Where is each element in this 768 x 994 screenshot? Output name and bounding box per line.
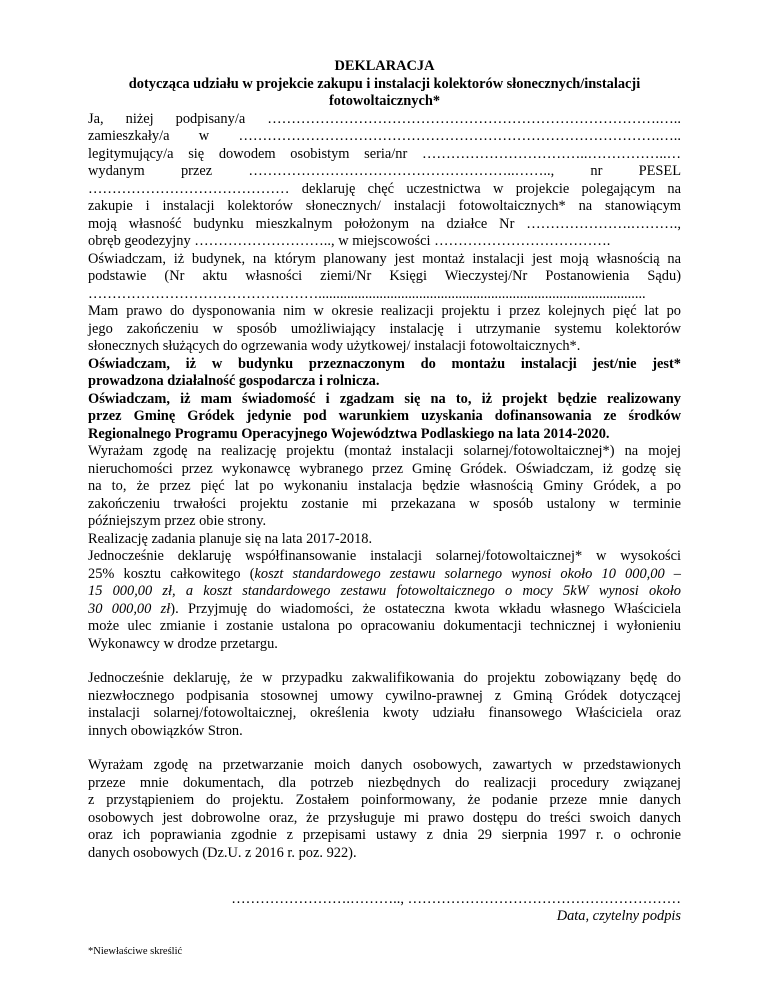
text-line: obręb geodezyjny ……………………….., w miejscowości ………………………………. [88, 233, 611, 249]
text-line: …………………………………………........................................................................................... [88, 285, 646, 302]
signature-caption: Data, czytelny podpis [556, 908, 681, 924]
text-line: zakończeniu trwałości projektu zostanie mi przekazana w sposób ustalony w terminie [88, 495, 681, 512]
text-line: Oświadczam, iż budynek, na którym planowany jest montaż instalacji jest moją własnością na [88, 250, 681, 267]
text-line: Wyrażam zgodę na realizację projektu (montaż instalacji solarnej/fotowoltaicznej*) na mojej [88, 443, 681, 459]
cost-line [88, 566, 681, 584]
paragraph-gap [88, 740, 681, 757]
text-line: słonecznych służących do ogrzewania wody użytkowej/ instalacji fotowoltaicznych*. [88, 338, 581, 354]
title-heading: DEKLARACJA [334, 58, 435, 74]
text-line: jego zakończeniu w sposób umożliwiający instalację i utrzymanie systemu kolektorów [88, 320, 681, 337]
signature-line: …………………….……….., ………………………………………………… [231, 891, 681, 907]
text-line: przeze mnie dokumentach, dla potrzeb niezbędnych do realizacji procedury związanej [88, 774, 681, 791]
document-title [88, 58, 681, 111]
declaration-document [88, 58, 681, 862]
text-line: oraz ich poprawiania zgodnie z przepisami ustawy z dnia 29 sierpnia 1997 r. o ochronie [88, 827, 681, 843]
text-line: Jednocześnie deklaruję współfinansowanie instalacji solarnej/fotowoltaicznej* w wysokości [88, 548, 681, 564]
signature-block [205, 891, 681, 925]
text-line: Realizację zadania planuje się na lata 2017-2018. [88, 530, 373, 547]
cost-line [88, 601, 681, 619]
footnote: *Niewłaściwe skreślić [88, 946, 183, 957]
text-line: nieruchomości przez wykonawcę wybranego przez Gminę Gródek. Oświadczam, iż godzę się [88, 460, 681, 477]
text-line: późniejszym przez obie strony. [88, 513, 267, 529]
cost-italic-text: 30 000,00 zł [88, 600, 171, 617]
cost-text: ). Przyjmuję do wiadomości, że ostateczna kwota wkładu własnego Właściciela [170, 600, 681, 617]
paragraph-gap [88, 653, 681, 670]
cost-text: 25% kosztu całkowitego ( [88, 565, 255, 582]
title-subtitle-line2: fotowoltaicznych* [328, 93, 441, 109]
text-line: z przystąpieniem do projektu. Zostałem poinformowany, że podanie przeze mnie danych [88, 792, 681, 808]
declaration-form-fields [88, 111, 681, 654]
text-line: zakupie i instalacji kolektorów słonecznych/ instalacji fotowoltaicznych* na stanowiącym [88, 198, 681, 214]
bold-statement-line: prowadzona działalność gospodarcza i rolnicza. [88, 373, 380, 389]
text-line: moją własność budynku mieszkalnym położonym na działce Nr ………………….………., [88, 215, 681, 232]
text-line: instalacji solarnej/fotowoltaicznej, określenia kwoty udziału finansowego Właściciela oraz [88, 705, 681, 721]
text-line: niezwłocznego podpisania stosownej umowy cywilno-prawnej z Gminą Gródek dotyczącej [88, 687, 681, 704]
text-line: osobowych jest dobrowolne oraz, że przysługuje mi prawo dostępu do treści swoich danych [88, 809, 681, 826]
bold-statement-line: Oświadczam, iż w budynku przeznaczonym do montażu instalacji jest/nie jest* [88, 355, 681, 372]
text-line: innych obowiązków Stron. [88, 722, 243, 739]
text-line: wydanym przez ………………………………………………..…….., nr PESEL [88, 163, 681, 179]
text-line: podstawie (Nr aktu własności ziemi/Nr Księgi Wieczystej/Nr Postanowienia Sądu) [88, 268, 681, 284]
title-subtitle-line1: dotycząca udziału w projekcie zakupu i instalacji kolektorów słonecznych/instalacji [128, 75, 641, 92]
bold-statement-line: przez Gminę Gródek jedynie pod warunkiem uzyskania dofinansowania ze środków [88, 408, 681, 424]
text-line: Wykonawcy w drodze przetargu. [88, 635, 278, 652]
text-line: Mam prawo do dysponowania nim w okresie realizacji projektu i przez kolejnych pięć lat po [88, 303, 681, 319]
text-line: może ulec zmianie i zostanie ustalona po opracowaniu dokumentacji technicznej i wyłonieniu [88, 618, 681, 634]
text-line: danych osobowych (Dz.U. z 2016 r. poz. 922). [88, 844, 357, 861]
text-line: Ja, niżej podpisany/a ……………………………………………………………………….….. [88, 110, 681, 127]
cost-italic-line: 15 000,00 zł, a koszt standardowego zestawu fotowoltaicznego o mocy 5kW wynosi około [88, 583, 681, 599]
text-line: Jednocześnie deklaruję, że w przypadku zakwalifikowania do projektu zobowiązany będę do [88, 670, 681, 686]
text-line: legitymujący/a się dowodem osobistym seria/nr ……………………………..……………..… [88, 145, 681, 162]
text-line: Wyrażam zgodę na przetwarzanie moich danych osobowych, zawartych w przedstawionych [88, 757, 681, 773]
bold-statement-line: Oświadczam, iż mam świadomość i zgadzam się na to, iż projekt będzie realizowany [88, 390, 681, 407]
text-line: …………………………………… deklaruję chęć uczestnictwa w projekcie polegającym na [88, 180, 681, 197]
text-line: na to, że przez pięć lat po wykonaniu instalacja będzie własnością Gminy Gródek, a po [88, 478, 681, 494]
cost-italic-text: koszt standardowego zestawu solarnego wynosi około 10 000,00 – [254, 565, 681, 582]
contract-paragraph [88, 670, 681, 740]
data-consent-paragraph [88, 757, 681, 862]
bold-statement-line: Regionalnego Programu Operacyjnego Województwa Podlaskiego na lata 2014-2020. [88, 425, 610, 442]
text-line: zamieszkały/a w …………………………………………………………………………….….. [88, 128, 681, 144]
